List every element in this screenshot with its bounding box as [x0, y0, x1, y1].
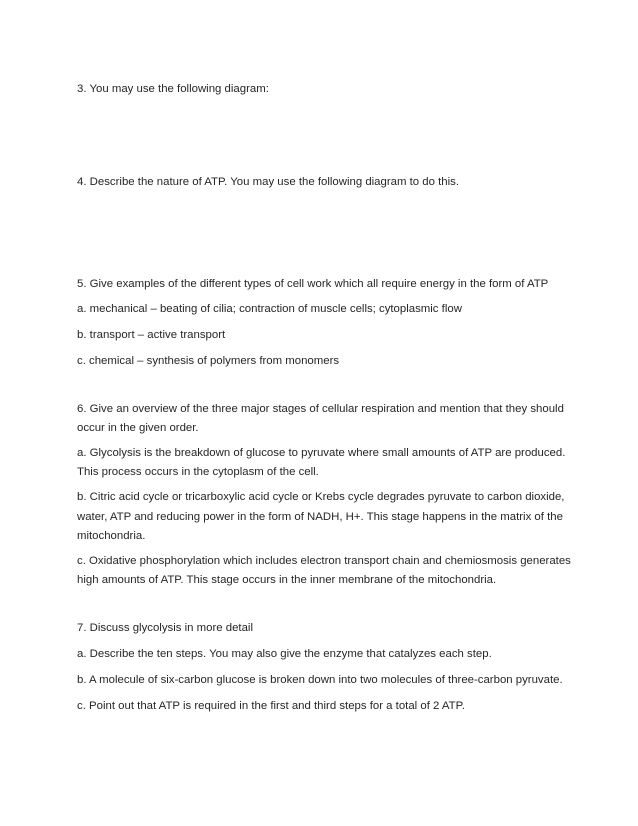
question-6-item-a-line-1: a. Glycolysis is the breakdown of glucose to pyruvate where small amounts of ATP are produced.	[77, 447, 566, 459]
question-3-prompt: 3. You may use the following diagram:	[77, 83, 269, 95]
question-6-item-a-line-2: This process occurs in the cytoplasm of the cell.	[77, 466, 319, 478]
question-7-prompt: 7. Discuss glycolysis in more detail	[77, 622, 253, 634]
question-7-item-b: b. A molecule of six-carbon glucose is broken down into two molecules of three-carbon pyruvate.	[77, 674, 563, 686]
question-7-item-a: a. Describe the ten steps. You may also give the enzyme that catalyzes each step.	[77, 648, 492, 660]
question-6-item-b-line-2: water, ATP and reducing power in the form of NADH, H+. This stage happens in the matrix of the	[77, 511, 563, 523]
question-5-item-c: c. chemical – synthesis of polymers from monomers	[77, 355, 340, 367]
question-6-item-c-line-2: high amounts of ATP. This stage occurs in the inner membrane of the mitochondria.	[77, 574, 497, 586]
question-6-item-b-line-1: b. Citric acid cycle or tricarboxylic acid cycle or Krebs cycle degrades pyruvate to carbon dioxide,	[77, 491, 565, 503]
question-5-prompt: 5. Give examples of the different types of cell work which all require energy in the form of ATP	[77, 278, 549, 290]
question-5-item-b: b. transport – active transport	[77, 329, 226, 341]
question-6-prompt-line-1: 6. Give an overview of the three major stages of cellular respiration and mention that they should	[77, 403, 564, 415]
question-7-item-c: c. Point out that ATP is required in the first and third steps for a total of 2 ATP.	[77, 700, 465, 712]
question-4-prompt: 4. Describe the nature of ATP. You may use the following diagram to do this.	[77, 176, 460, 188]
question-6-item-b-line-3: mitochondria.	[77, 530, 146, 542]
question-6-prompt-line-2: occur in the given order.	[77, 422, 199, 434]
question-6-item-c-line-1: c. Oxidative phosphorylation which includes electron transport chain and chemiosmosis generates	[77, 555, 571, 567]
question-5-item-a: a. mechanical – beating of cilia; contraction of muscle cells; cytoplasmic flow	[77, 303, 462, 315]
